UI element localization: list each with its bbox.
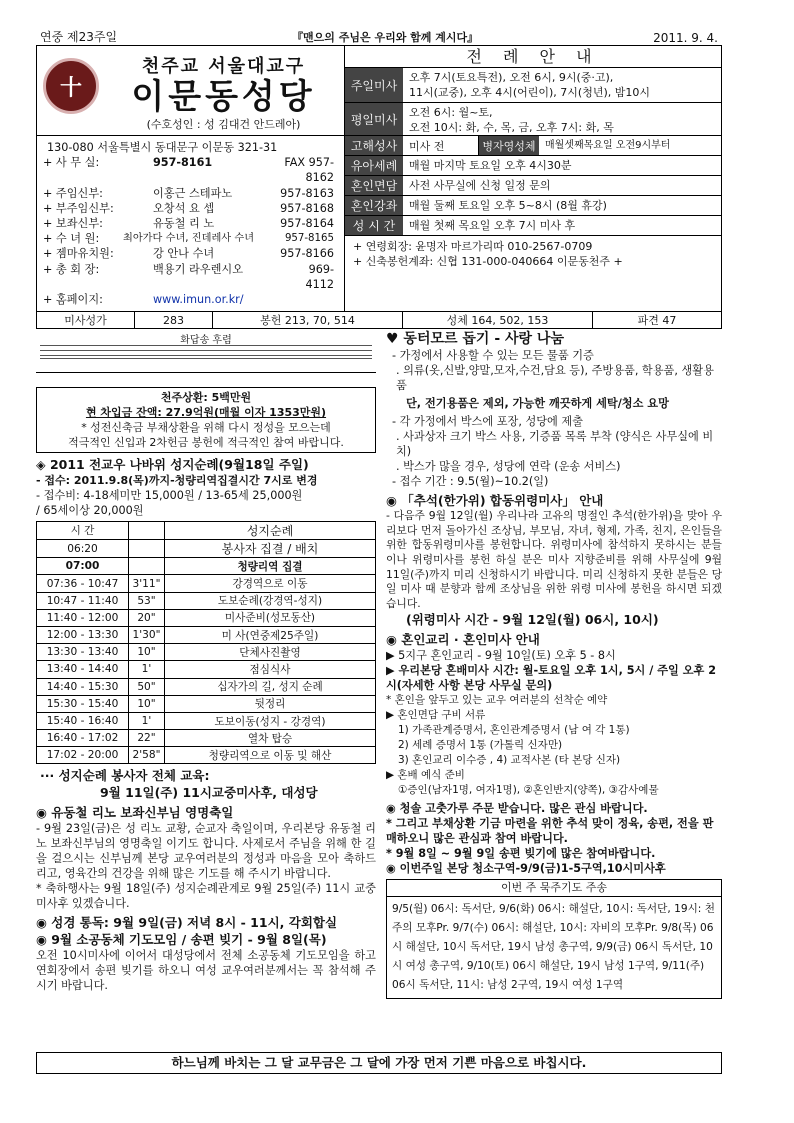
table-row: 12:00 - 13:30 1'30" 미 사(연중제25주일)	[37, 626, 376, 643]
holy-hour-label: 성 시 간	[345, 216, 403, 235]
contact-list	[37, 136, 344, 311]
footer-message: 하느님께 바치는 그 달 교무금은 그 달에 가장 먼저 기쁜 마음으로 바칩시다.	[36, 1052, 722, 1074]
church-logo-icon: 十	[43, 58, 99, 114]
table-row: 07:36 - 10:47 3'11" 강경역으로 이동	[37, 575, 376, 592]
sunday-mass-times: 오후 7시(토요특전), 오전 6시, 9시(중·고), 11시(교중), 오후 4시(어린이), 7시(청년), 밤10시	[409, 71, 650, 99]
table-row: 17:02 - 20:00 2'58" 청량리역으로 이동 및 해산	[37, 747, 376, 764]
diocese-name: 천주교 서울대교구	[141, 56, 306, 77]
top-line	[36, 30, 722, 46]
community-title: ◉ 9월 소공동체 기도모임 / 송편 빚기 - 9월 8일(목)	[36, 932, 327, 948]
table-row: 15:40 - 16:40 1' 도보이동(성지 - 강경역)	[37, 712, 376, 729]
contact-row: + 보좌신부: 유동철 리 노 957-8164	[43, 217, 334, 231]
music-staff-icon	[40, 345, 372, 359]
contact-row: + 부주임신부: 오창석 요 셉 957-8168	[43, 201, 334, 215]
church-name: 이문동성당	[131, 77, 316, 117]
building-fund-box: 천주상환: 5백만원 현 차입금 잔액: 27.9억원(매월 이자 1353만원) * 성전신축금 부채상환을 위해 다시 정성을 모으는데 적극적인 신입과 2차헌금 봉헌에 적극적인 참여 바랍니다.	[36, 387, 376, 453]
contact-row: + 사 무 실: 957-8161 FAX 957-8162	[43, 156, 334, 185]
marriage-interview-label: 혼인면담	[345, 176, 403, 195]
notice-item: ◉ 청솔 고춧가루 주문 받습니다. 많은 관심 바랍니다.	[386, 802, 648, 816]
sick-communion-label: 병자영성체	[479, 136, 539, 155]
notice-item: * 9월 8일 ~ 9월 9일 송편 빚기에 많은 참여바랍니다.	[386, 847, 656, 861]
baptism-time: 매월 마지막 토요일 오후 4시30분	[409, 159, 572, 172]
holy-hour-time: 매월 첫째 목요일 오후 7시 미사 후	[409, 219, 576, 232]
baptism-label: 유아세례	[345, 156, 403, 175]
notice-item: * 그리고 부채상환 기금 마련을 위한 추석 맞이 정육, 송편, 전을 판매하오니 많은 관심과 참여 바랍니다.	[386, 817, 714, 846]
table-row: 13:40 - 14:40 1' 점심식사	[37, 661, 376, 678]
contact-row: + 총 회 장: 백용기 라우렌시오 969-4112	[43, 262, 334, 291]
liturgical-week: 연중 제23주일	[40, 30, 118, 44]
confession-time: 미사 전	[403, 136, 479, 155]
rosary-prayer-box	[386, 879, 722, 999]
farewell-title: ◉ 유동철 리노 보좌신부님 영명축일	[36, 805, 234, 821]
contact-row: + 주임신부: 이홍근 스테파노 957-8163	[43, 186, 334, 200]
liturgy-contacts: + 연령회장: 윤명자 마르가리따 010-2567-0709 + 신축봉헌계좌: 신협 131-000-040664 이문동천주 +	[353, 240, 623, 268]
table-row: 06:20 봉사자 집결 / 배치	[37, 540, 376, 558]
table-row: 11:40 - 12:00 20" 미사준비(성모동산)	[37, 609, 376, 626]
wedding-title: ◉ 혼인교리 · 혼인미사 안내	[386, 632, 540, 648]
notice-item: ◉ 이번주일 본당 청소구역-9/9(금)1-5구역,10시미사후	[386, 862, 666, 876]
motto: 『맨으의 주님은 우리와 함께 계시다』	[292, 31, 479, 44]
masthead	[36, 46, 722, 312]
marriage-class-label: 혼인강좌	[345, 196, 403, 215]
psalm-response-music	[36, 331, 376, 373]
sunday-mass-label: 주일미사	[345, 68, 403, 102]
liturgy-title: 전 례 안 내	[345, 46, 721, 68]
bulletin: 연중 제23주일 『맨으의 주님은 우리와 함께 계시다』 2011. 9. 4. 十 천주교 서울대교구 이문동성당 (수호성인 : 성 김대건 안드레아) 130-080 서울특별시 동대문구 이문동 321-31 + 사 무 실: 957-8161 FAX 957-8162 + 주임신부: 이홍근 스테파노 957-8163 + 부주임신부: 오창석 요 셉 957-8168 + 보좌신부: 유동철 리 노 957-8164 + 수 녀 원: 최아가다 수녀, 진데레사 수녀 957-8165 + 젬마유치원: 강 안나 수녀 957-8166 + 총 회 장: 백용기 라우렌시오 969-4112 + 홈페이지: www.imun.or.kr/ 전 례 안 내 주일미사 오후 7시(토요특전), 오전 6시, 9시(중·고), 11시(교중), 오후 4시(어린이), 7시(청년), 밤10시 평일미사 오전 6시: 월~토, 오전 10시: 화, 수, 목, 금, 오후 7시: 화, 목 고해성사 미사 전 병자영성체 매월셋째목요일 오전9시부터 유아세례 매월 마지막 토요일 오후 4시30분 혼인면담 사전 사무실에 신청 일정 문의 혼인강좌 매월 둘째 토요일 오후 5~8시 (8월 휴강) 성 시 간 매월 첫째 목요일 오후 7시 미사 후 + 연령회장: 윤명자 마르가리따 010-2567-0709 + 신축봉헌계좌: 신협 131-000-040664 이문동천주 + 미사성가 283 봉헌 213, 70, 514 성체 164, 502, 153 파견 47 화답송 후렴 천주상환: 5백만원 현 차입금 잔액: 27.9억원(매월 이자 1353만원) * 성전신축금 부채상환을 위해 다시 정성을 모으는데 적극적인 신입과 2차헌금 봉헌에 적극적인 참여 바랍니다. ◈ 2011 전교우 나바위 성지순례(9월18일 주일) - 접수: 2011.9.8(목)까지-청량리역집결시간 7시로 변경 - 접수비: 4-18세미만 15,000원 / 13-65세 25,000원 / 65세이상 20,000원 시 간 성지순례 06:20 봉사자 집결 / 배치 07:00 청량리역 집결 07:36 - 10:47 3'11" 강경역으로 이동 10:47 - 11:40 53" 도보순례(강경역-성지) 11:40 - 12:00 20" 미사준비(성모동산) 12:00 - 13:30 1'30" 미 사(연중제25주일) 13:30 - 13:40 10" 단체사진촬영 13:40 - 14:40 1' 점심식사 14:40 - 15:30 50" 십자가의 길, 성지 순례 15:30 - 15:40 10" 뒷정리 15:40 - 16:40 1' 도보이동(성지 - 강경역) 16:40 - 17:02 22" 열차 탑승 17:02 - 20:00 2'58" 청량리역으로 이동 및 해산 ··· 성지순례 봉사자 전체 교육: 9월 11일(주) 11시교중미사후, 대성당 ◉ 유동철 리노 보좌신부님 영명축일 - 9월 23일(금)은 성 리노 교황, 순교자 축일이며, 우리본당 유동철 리노 보좌신부님의 영명축일 이기도 합니다. 사제로서 주님을 위해 한 길을 걸으시는 신부님께 본당 교우여러분의 정성과 마음을 모아 축하드리고, 영육간의 건강을 위해 많은 기도를 해 주시기 바랍니다. * 축하행사는 9월 18일(주) 성지순례관계로 9월 25일(주) 11시 교중미사후 있겠습니다. ◉ 성경 통독: 9월 9일(금) 저녁 8시 - 11시, 각회합실 ◉ 9월 소공동체 기도모임 / 송편 빚기 - 9월 8일(목) 오전 10시미사에 이어서 대성당에서 전체 소공동체 기도모임을 하고 연회장에서 송편 빚기를 하오니 여성 교우여러분께서는 꼭 참석해 주시기 바랍니다. ♥ 동터모르 돕기 - 사랑 나눔 - 가정에서 사용할 수 있는 모든 물품 기증 . 의류(옷,신발,양말,모자,수건,담요 등), 주방용품, 학용품, 생활용품 단, 전기용품은 제외, 가능한 깨끗하게 세탁/청소 요망 - 각 가정에서 박스에 포장, 성당에 제출 . 사과상자 크기 박스 사용, 기증품 목록 부착 (양식은 사무실에 비치) . 박스가 많을 경우, 성당에 연락 (운송 서비스) - 접수 기간 : 9.5(월)~10.2(일) ◉ 「추석(한가위) 합동위령미사」 안내 - 다음주 9월 12일(월) 우리나라 고유의 명절인 추석(한가위)을 맞아 우리보다 먼저 돌아가신 조상님, 부모님, 자녀, 형제, 가족, 친지, 은인들을 위한 합동위령미사를 봉헌합니다. 위령미사에 참석하지 못하시는 분들이나 위령미사를 봉헌 하실 분은 미사 지향준비를 위해 사무실에 9월 11일(주)까지 미리 신청하시기 바랍니다. 미리 신청하지 못한 분들은 당일 미사 때 분향과 함께 조상님을 위한 위령 미사에 봉헌을 하시면 되겠습니다. (위령미사 시간 - 9월 12일(월) 06시, 10시) ◉ 혼인교리 · 혼인미사 안내 ▶ 5지구 혼인교리 - 9월 10일(토) 오후 5 - 8시 ▶ 우리본당 혼배미사 시간: 월-토요일 오후 1시, 5시 / 주일 오후 2시(자세한 사항 본당 사무실 문의) * 혼인을 앞두고 있는 교우 여러분의 선착순 예약 ▶ 혼인면담 구비 서류 1) 가족관계증명서, 혼인관계증명서 (남 여 각 1통) 2) 세례 증명서 1통 (가톨릭 신자만) 3) 혼인교리 이수증 , 4) 교적사본 (타 본당 신자) ▶ 혼배 예식 준비 ①증인(남자1명, 여자1명), ②혼인반지(양쪽), ③감사예물 ◉ 청솔 고춧가루 주문 받습니다. 많은 관심 바랍니다. * 그리고 부채상환 기금 마련을 위한 추석 맞이 정육, 송편, 전을 판매하오니 많은 관심과 참여 바랍니다. * 9월 8일 ~ 9월 9일 송편 빚기에 많은 참여바랍니다. ◉ 이번주일 본당 청소구역-9/9(금)1-5구역,10시미사후 이번 주 묵주기도 주송 9/5(월) 06시: 독서단, 9/6(화) 06시: 해설단, 10시: 독서단, 19시: 천주의 모후Pr. 9/7(수) 06시: 해설단, 10시: 자비의 모후Pr. 9/8(목) 06시 해설단, 10시 독서단, 19시 남성 총구역, 9/9(금) 06시 독서단, 10시 여성 총구역, 9/10(토) 06시 해설단, 19시 남성 1구역, 9/11(주) 06시 독서단, 11시: 남성 2구역, 19시 여성 1구역	[36, 30, 722, 999]
hymn-numbers: 미사성가 283 봉헌 213, 70, 514 성체 164, 502, 153 파견 47	[36, 312, 722, 329]
donation-title: ♥ 동터모르 돕기 - 사랑 나눔	[386, 331, 564, 348]
table-row: 07:00 청량리역 집결	[37, 558, 376, 575]
pilgrimage-title: ◈ 2011 전교우 나바위 성지순례(9월18일 주일)	[36, 457, 309, 473]
homepage-link[interactable]: www.imun.or.kr/	[153, 293, 244, 307]
psalm-response-caption: 화답송 후렴	[180, 335, 232, 347]
marriage-class-time: 매월 둘째 토요일 오후 5~8시 (8월 휴강)	[409, 199, 607, 212]
homepage-row: + 홈페이지: www.imun.or.kr/	[43, 293, 244, 307]
contact-row: + 젬마유치원: 강 안나 수녀 957-8166	[43, 247, 334, 261]
bulletin-date: 2011. 9. 4.	[653, 31, 718, 45]
sick-communion-time: 매월셋째목요일 오전9시부터	[545, 140, 671, 151]
pilgrimage-schedule-table: 시 간 성지순례 06:20 봉사자 집결 / 배치 07:00 청량리역 집결 07:36 - 10:47 3'11" 강경역으로 이동 10:47 - 11:40 53" 도보순례(강경역-성지) 11:40 - 12:00 20" 미사준비(성모동산) 12:00 - 13:30 1'30" 미 사(연중제25주일) 13:30 - 13:40 10" 단체사진촬영 13:40 - 14:40 1' 점심식사 14:40 - 15:30 50" 십자가의 길, 성지 순례 15:30 - 15:40 10" 뒷정리 15:40 - 16:40 1' 도보이동(성지 - 강경역) 16:40 - 17:02 22" 열차 탑승 17:02 - 20:00 2'58" 청량리역으로 이동 및 해산	[36, 521, 376, 764]
contact-row: + 수 녀 원: 최아가다 수녀, 진데레사 수녀 957-8165	[43, 232, 334, 246]
marriage-interview-info: 사전 사무실에 신청 일정 문의	[409, 179, 551, 192]
confession-label: 고해성사	[345, 136, 403, 155]
table-row: 10:47 - 11:40 53" 도보순례(강경역-성지)	[37, 592, 376, 609]
address: 130-080 서울특별시 동대문구 이문동 321-31	[47, 141, 278, 154]
table-row: 14:40 - 15:30 50" 십자가의 길, 성지 순례	[37, 678, 376, 695]
weekday-mass-label: 평일미사	[345, 103, 403, 135]
bible-reading: ◉ 성경 통독: 9월 9일(금) 저녁 8시 - 11시, 각회합실	[36, 915, 338, 931]
liturgy-guide	[345, 46, 721, 311]
rosary-prayer-schedule: 9/5(월) 06시: 독서단, 9/6(화) 06시: 해설단, 10시: 독서단, 19시: 천주의 모후Pr. 9/7(수) 06시: 해설단, 10시: 자비의 모후Pr. 9/8(목) 06시 해설단, 10시 독서단, 19시 남성 총구역, 9/9(금) 06시 독서단, 10시 여성 총구역, 9/10(토) 06시 해설단, 19시 남성 1구역, 9/11(주) 06시 독서단, 11시: 남성 2구역, 19시 여성 1구역	[392, 903, 715, 992]
patron-saint: (수호성인 : 성 김대건 안드레아)	[146, 118, 301, 131]
weekday-mass-times: 오전 6시: 월~토, 오전 10시: 화, 수, 목, 금, 오후 7시: 화, 목	[409, 106, 614, 134]
table-row: 13:30 - 13:40 10" 단체사진촬영	[37, 644, 376, 661]
rosary-prayer-title: 이번 주 묵주기도 주송	[387, 880, 721, 897]
table-row: 15:30 - 15:40 10" 뒷정리	[37, 695, 376, 712]
chuseok-title: ◉ 「추석(한가위) 합동위령미사」 안내	[386, 493, 604, 509]
table-row: 16:40 - 17:02 22" 열차 탑승	[37, 730, 376, 747]
